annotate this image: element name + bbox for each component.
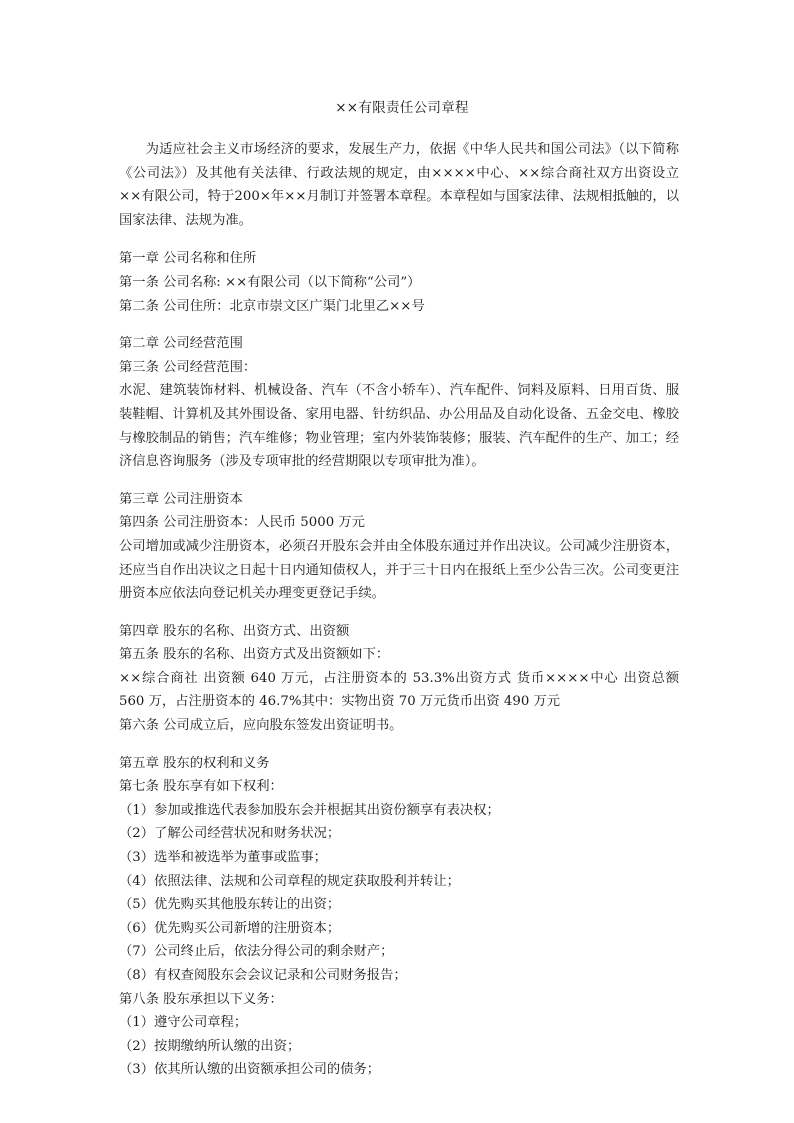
- article-8: 第八条 股东承担以下义务：: [119, 991, 283, 1007]
- article-2: 第二条 公司住所：北京市崇文区广渠门北里乙××号: [119, 298, 425, 314]
- chapter-5: [119, 752, 679, 1082]
- duty-item: （1）遵守公司章程；: [119, 1015, 248, 1031]
- right-item: （2）了解公司经营状况和财务状况；: [119, 826, 341, 842]
- right-item: （1）参加或推选代表参加股东会并根据其出资份额享有表决权；: [119, 802, 500, 818]
- chapter-5-heading: 第五章 股东的权利和义务: [119, 755, 270, 771]
- chapter-4: [119, 620, 679, 738]
- right-item: （3）选举和被选举为董事或监事；: [119, 850, 327, 866]
- chapter-3: [119, 488, 679, 606]
- shareholder-contribution-paragraph: ××综合商社 出资额 640 万元，占注册资本的 53.3%出资方式 货币××××中心 出资总额 560 万，占注册资本的 46.7%其中：实物出资 70 万元货币出资 490 万元: [119, 670, 679, 710]
- duty-item: （2）按期缴纳所认缴的出资；: [119, 1038, 301, 1054]
- business-scope-paragraph: 水泥、建筑装饰材料、机械设备、汽车（不含小轿车）、汽车配件、饲料及原料、日用百货、服装鞋帽、计算机及其外围设备、家用电器、针纺织品、办公用品及自动化设备、五金交电、橡胶与橡胶制品的销售；汽车维修；物业管理；室内外装饰装修；服装、汽车配件的生产、加工；经济信息咨询服务（涉及专项审批的经营期限以专项审批为准）。: [119, 383, 679, 470]
- article-6: 第六条 公司成立后，应向股东签发出资证明书。: [119, 718, 403, 734]
- right-item: （5）优先购买其他股东转让的出资；: [119, 897, 341, 913]
- chapter-4-heading: 第四章 股东的名称、出资方式、出资额: [119, 623, 350, 639]
- right-item: （7）公司终止后，依法分得公司的剩余财产；: [119, 944, 394, 960]
- right-item: （6）优先购买公司新增的注册资本；: [119, 920, 341, 936]
- chapter-3-heading: 第三章 公司注册资本: [119, 491, 243, 507]
- article-4: 第四条 公司注册资本：人民币 5000 万元: [119, 515, 365, 531]
- right-item: （8）有权查阅股东会会议记录和公司财务报告；: [119, 968, 407, 983]
- article-1: 第一条 公司名称: ××有限公司（以下简称“公司”）: [119, 274, 421, 290]
- document-page: [119, 96, 679, 1096]
- chapter-1-heading: 第一章 公司名称和住所: [119, 251, 257, 267]
- duty-item: （3）依其所认缴的出资额承担公司的债务；: [119, 1062, 381, 1078]
- preamble-paragraph: 为适应社会主义市场经济的要求，发展生产力，依据《中华人民共和国公司法》（以下简称《公司法》）及其他有关法律、行政法规的规定，由××××中心、××综合商社双方出资设立××有限公司，特于200×年××月制订并签署本章程。本章程如与国家法律、法规相抵触的，以国家法律、法规为准。: [119, 142, 679, 228]
- article-7: 第七条 股东享有如下权利：: [119, 779, 283, 795]
- right-item: （4）依照法律、法规和公司章程的规定获取股利并转让；: [119, 873, 460, 889]
- capital-change-paragraph: 公司增加或减少注册资本，必须召开股东会并由全体股东通过并作出决议。公司减少注册资本，还应当自作出决议之日起十日内通知债权人，并于三十日内在报纸上至少公告三次。公司变更注册资本应依法向登记机关办理变更登记手续。: [119, 538, 679, 602]
- chapter-1: [119, 247, 679, 318]
- chapter-2-heading: 第二章 公司经营范围: [119, 336, 243, 352]
- article-3: 第三条 公司经营范围：: [119, 359, 257, 375]
- document-title: ××有限责任公司章程: [335, 100, 469, 116]
- article-5: 第五条 股东的名称、出资方式及出资额如下：: [119, 647, 390, 663]
- chapter-2: [119, 332, 679, 474]
